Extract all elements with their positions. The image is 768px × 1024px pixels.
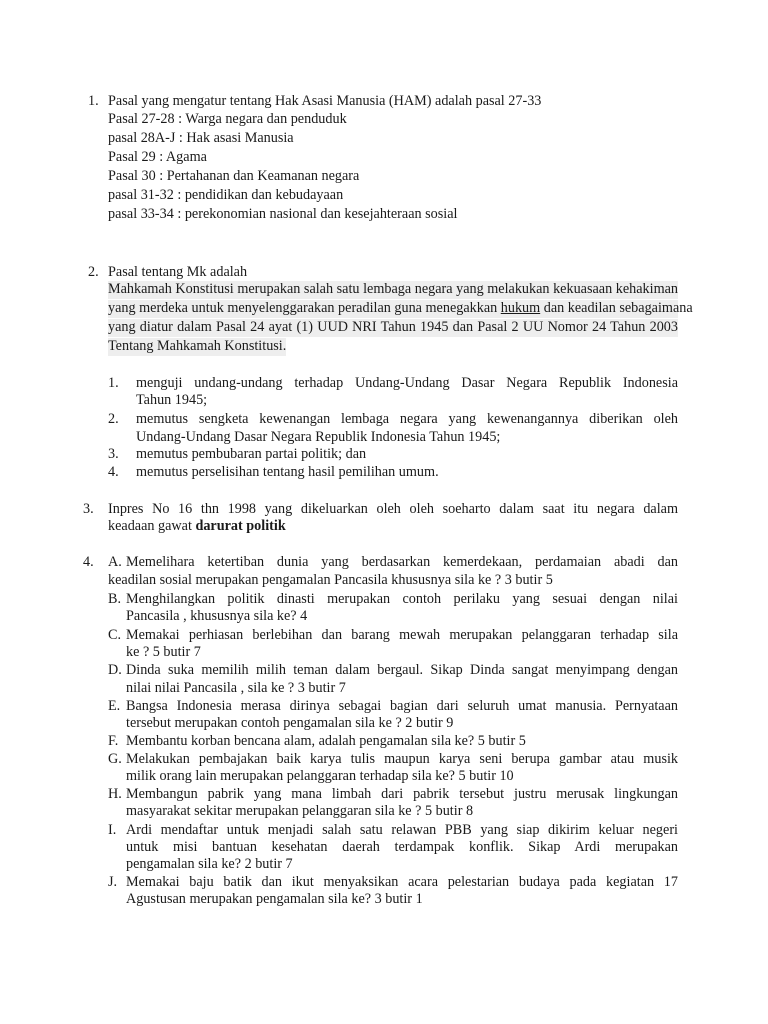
q4-item-letter: A. (108, 554, 122, 570)
hukum-link[interactable]: hukum (500, 300, 541, 316)
q2-sub-line: Undang-Undang Dasar Negara Republik Indonesia Tahun 1945; (136, 429, 501, 445)
q4-item-line: Agustusan merupakan pengamalan sila ke? 3 butir 1 (126, 891, 423, 907)
q1-line: Pasal 30 : Pertahanan dan Keamanan negara (108, 168, 360, 184)
q4-item-letter: C. (108, 627, 122, 643)
q1-line: Pasal yang mengatur tentang Hak Asasi Manusia (HAM) adalah pasal 27-33 (108, 93, 542, 109)
q1-line: Pasal 29 : Agama (108, 149, 207, 165)
q3-line: Inpres No 16 thn 1998 yang dikeluarkan oleh oleh soeharto dalam saat itu negara dalam (108, 501, 678, 517)
q2-sub-number: 3. (108, 446, 119, 462)
q2-sub-number: 1. (108, 375, 119, 391)
q4-item-line: masyarakat sekitar merupakan pelanggaran sila ke ? 5 butir 8 (126, 803, 474, 819)
q2-sub-line: memutus pembubaran partai politik; dan (136, 446, 367, 462)
q4-item-line: milik orang lain merupakan pelanggaran terhadap sila ke? 5 butir 10 (126, 768, 514, 784)
q4-item-line: Menghilangkan politik dinasti merupakan contoh perilaku yang sesuai dengan nilai (126, 591, 678, 607)
q2-paragraph-line: yang diatur dalam Pasal 24 ayat (1) UUD NRI Tahun 1945 dan Pasal 2 UU Nomor 24 Tahun 2003 (108, 319, 678, 335)
q3-line: keadaan gawat darurat politik (108, 518, 286, 534)
q2-paragraph-line: Mahkamah Konstitusi merupakan salah satu lembaga negara yang melakukan kekuasaan kehakiman (108, 281, 678, 297)
q4-item-letter: I. (108, 822, 117, 838)
q3-number: 3. (83, 501, 94, 517)
q4-item-line: Ardi mendaftar untuk menjadi salah satu relawan PBB yang siap dikirim keluar negeri (126, 822, 678, 838)
q1-line: pasal 28A-J : Hak asasi Manusia (108, 130, 294, 146)
q2-intro: Pasal tentang Mk adalah (108, 264, 248, 280)
q2-sub-line: Tahun 1945; (136, 392, 208, 408)
q4-item-line: pengamalan sila ke? 2 butir 7 (126, 856, 293, 872)
q4-item-letter: E. (108, 698, 121, 714)
q4-item-letter: G. (108, 751, 122, 767)
q2-paragraph-line: Tentang Mahkamah Konstitusi. (108, 338, 287, 354)
q2-sub-line: memutus perselisihan tentang hasil pemilihan umum. (136, 464, 439, 480)
q4-item-line: Memelihara ketertiban dunia yang berdasarkan kemerdekaan, perdamaian abadi dan (126, 554, 678, 570)
q1-line: pasal 33-34 : perekonomian nasional dan kesejahteraan sosial (108, 206, 458, 222)
q2-sub-line: menguji undang-undang terhadap Undang-Undang Dasar Negara Republik Indonesia (136, 375, 678, 391)
q4-item-line: Pancasila , khususnya sila ke? 4 (126, 608, 308, 624)
q4-item-letter: D. (108, 662, 122, 678)
q2-sub-line: memutus sengketa kewenangan lembaga negara yang kewenangannya diberikan oleh (136, 411, 678, 427)
q4-item-line: Bangsa Indonesia merasa dirinya sebagai bagian dari seluruh umat manusia. Pernyataan (126, 698, 678, 714)
q4-item-line: Memakai perhiasan berlebihan dan barang mewah merupakan pelanggaran terhadap sila (126, 627, 678, 643)
q4-number: 4. (83, 554, 94, 570)
q3-emphasis: darurat politik (195, 518, 286, 534)
q4-item-line: Melakukan pembajakan baik karya tulis maupun karya seni berupa gambar atau musik (126, 751, 678, 767)
q4-item-line: keadilan sosial merupakan pengamalan Pancasila khususnya sila ke ? 3 butir 5 (108, 572, 553, 588)
q1-number: 1. (88, 93, 99, 109)
q4-item-line: tersebut merupakan contoh pengamalan sila ke ? 2 butir 9 (126, 715, 454, 731)
q4-item-line: untuk misi bantuan kesehatan daerah terdampak konflik. Sikap Ardi merupakan (126, 839, 678, 855)
q4-item-line: Membangun pabrik yang mana limbah dari pabrik tersebut justru merusak lingkungan (126, 786, 678, 802)
q2-paragraph-line: yang merdeka untuk menyelenggarakan peradilan guna menegakkan hukum dan keadilan sebagaimana (108, 300, 693, 316)
q4-item-letter: F. (108, 733, 119, 749)
q1-line: Pasal 27-28 : Warga negara dan penduduk (108, 111, 347, 127)
q2-sub-number: 2. (108, 411, 119, 427)
q4-item-letter: J. (108, 874, 118, 890)
q1-line: pasal 31-32 : pendidikan dan kebudayaan (108, 187, 344, 203)
q4-item-line: Memakai baju batik dan ikut menyaksikan acara pelestarian budaya pada kegiatan 17 (126, 874, 678, 890)
q4-item-line: Dinda suka memilih milih teman dalam bergaul. Sikap Dinda sangat menyimpang dengan (126, 662, 678, 678)
q4-item-letter: H. (108, 786, 122, 802)
q2-sub-number: 4. (108, 464, 119, 480)
q4-item-line: nilai nilai Pancasila , sila ke ? 3 butir 7 (126, 680, 346, 696)
q4-item-line: ke ? 5 butir 7 (126, 644, 201, 660)
q2-number: 2. (88, 264, 99, 280)
q4-item-letter: B. (108, 591, 122, 607)
q4-item-line: Membantu korban bencana alam, adalah pengamalan sila ke? 5 butir 5 (126, 733, 526, 749)
